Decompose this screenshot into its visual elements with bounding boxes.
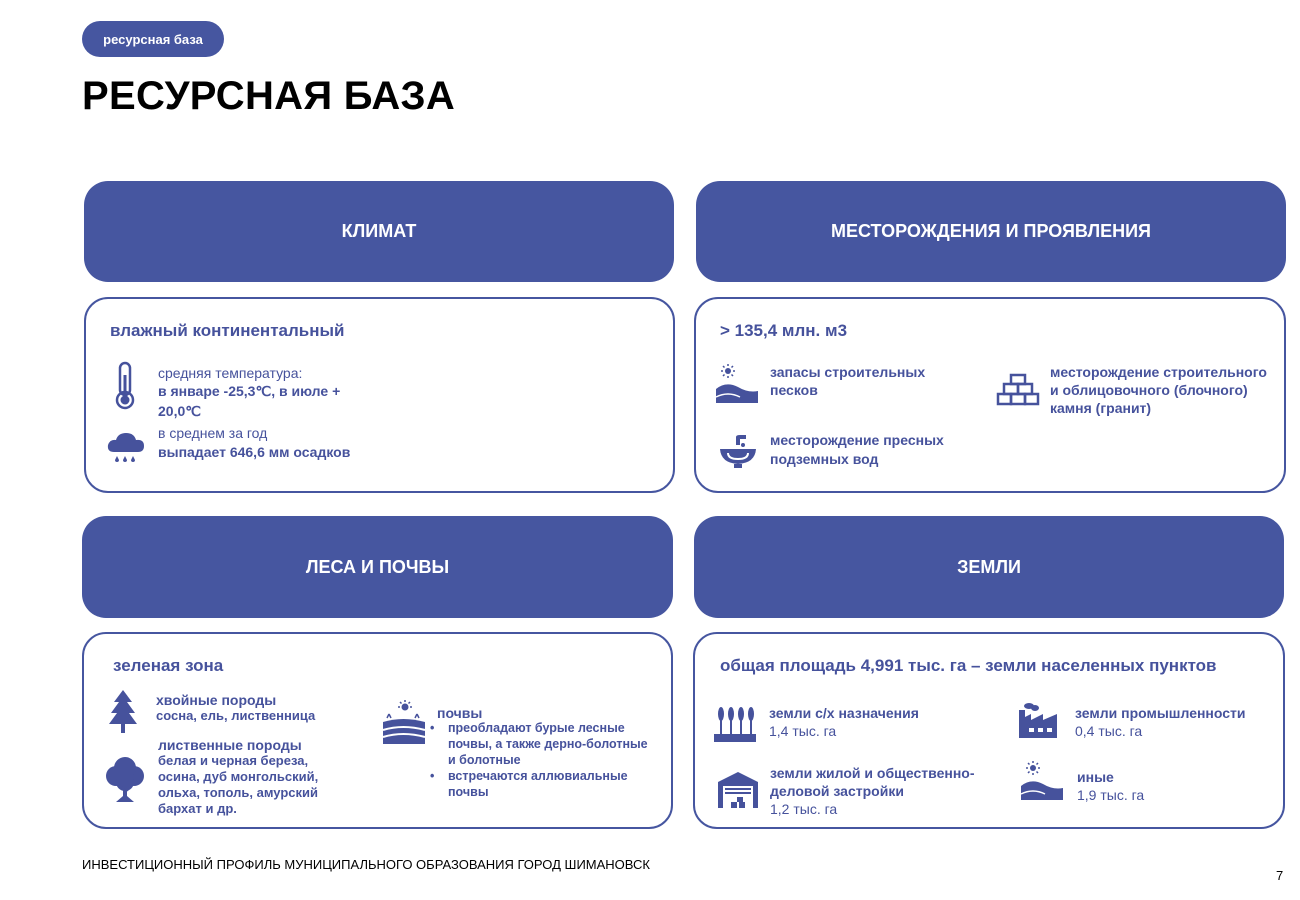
wheat-field-icon [713,704,757,744]
decid-line-4: бархат и др. [158,801,237,816]
temp-value-1: в январе -25,3℃, в июле + [158,383,341,399]
decid-line-2: осина, дуб монгольский, [158,769,319,784]
thermometer-icon [110,361,140,411]
decid-line-3: ольха, тополь, амурский [158,785,319,800]
page-number: 7 [1276,868,1284,883]
decid-title: лиственные породы [158,737,302,753]
precip-label: в среднем за год [158,425,268,441]
conifer-title: хвойные породы [156,692,277,708]
sand-label-1: запасы строительных [770,364,926,380]
precip-value: выпадает 646,6 мм осадков [158,444,351,460]
climate-header: КЛИМАТ [84,181,674,282]
conifer-list: сосна, ель, лиственница [156,708,316,723]
lands-card [693,632,1285,829]
forests-header: ЛЕСА И ПОЧВЫ [82,516,673,618]
rain-cloud-icon [106,430,146,466]
deposits-header: МЕСТОРОЖДЕНИЯ И ПРОЯВЛЕНИЯ [696,181,1286,282]
soil-field-icon [381,700,427,746]
temp-value-2: 20,0℃ [158,403,201,419]
factory-icon [1017,702,1059,740]
climate-lead: влажный континентальный [110,321,345,340]
warehouse-icon [717,770,759,810]
soil-list [430,720,648,800]
ind-value: 0,4 тыс. га [1075,723,1143,739]
soil-bullet-1: • преобладают бурые лесные почвы, а также дерно-болотные и болотные [430,720,648,768]
deciduous-tree-icon [102,756,148,804]
res-value: 1,2 тыс. га [770,801,838,817]
ind-label: земли промышленности [1075,705,1246,721]
stone-label-2: и облицовочного (блочного) [1050,382,1248,398]
deposits-lead: > 135,4 млн. м3 [720,321,848,340]
res-label-1: земли жилой и общественно- [770,765,975,781]
lands-lead: общая площадь 4,991 тыс. га – земли населенных пунктов [720,656,1217,675]
forests-lead: зеленая зона [113,656,224,675]
forests-card [82,632,673,829]
sand-dunes-icon [714,363,760,405]
water-label-1: месторождение пресных [770,432,944,448]
section-tag: ресурсная база [82,21,224,57]
dunes-icon [1019,760,1065,802]
decid-line-1: белая и черная береза, [158,753,309,768]
soil-bullet-2: • встречаются аллювиальные почвы [430,768,648,800]
lands-header: ЗЕМЛИ [694,516,1284,618]
conifer-tree-icon [108,688,138,734]
other-value: 1,9 тыс. га [1077,787,1145,803]
footer-text: ИНВЕСТИЦИОННЫЙ ПРОФИЛЬ МУНИЦИПАЛЬНОГО ОБРАЗОВАНИЯ ГОРОД ШИМАНОВСК [82,857,650,872]
other-label: иные [1077,769,1114,785]
water-sink-icon [718,433,758,469]
soil-title: почвы [437,705,483,721]
water-label-2: подземных вод [770,451,879,467]
page-title: РЕСУРСНАЯ БАЗА [82,74,456,118]
temp-label: средняя температура: [158,365,303,381]
stone-label-1: месторождение строительного [1050,364,1267,380]
stone-label-3: камня (гранит) [1050,400,1152,416]
agri-value: 1,4 тыс. га [769,723,837,739]
climate-card [84,297,675,493]
agri-label: земли с/х назначения [769,705,919,721]
res-label-2: деловой застройки [770,783,904,799]
deposits-card [694,297,1286,493]
stone-blocks-icon [996,373,1040,407]
sand-label-2: песков [770,382,818,398]
